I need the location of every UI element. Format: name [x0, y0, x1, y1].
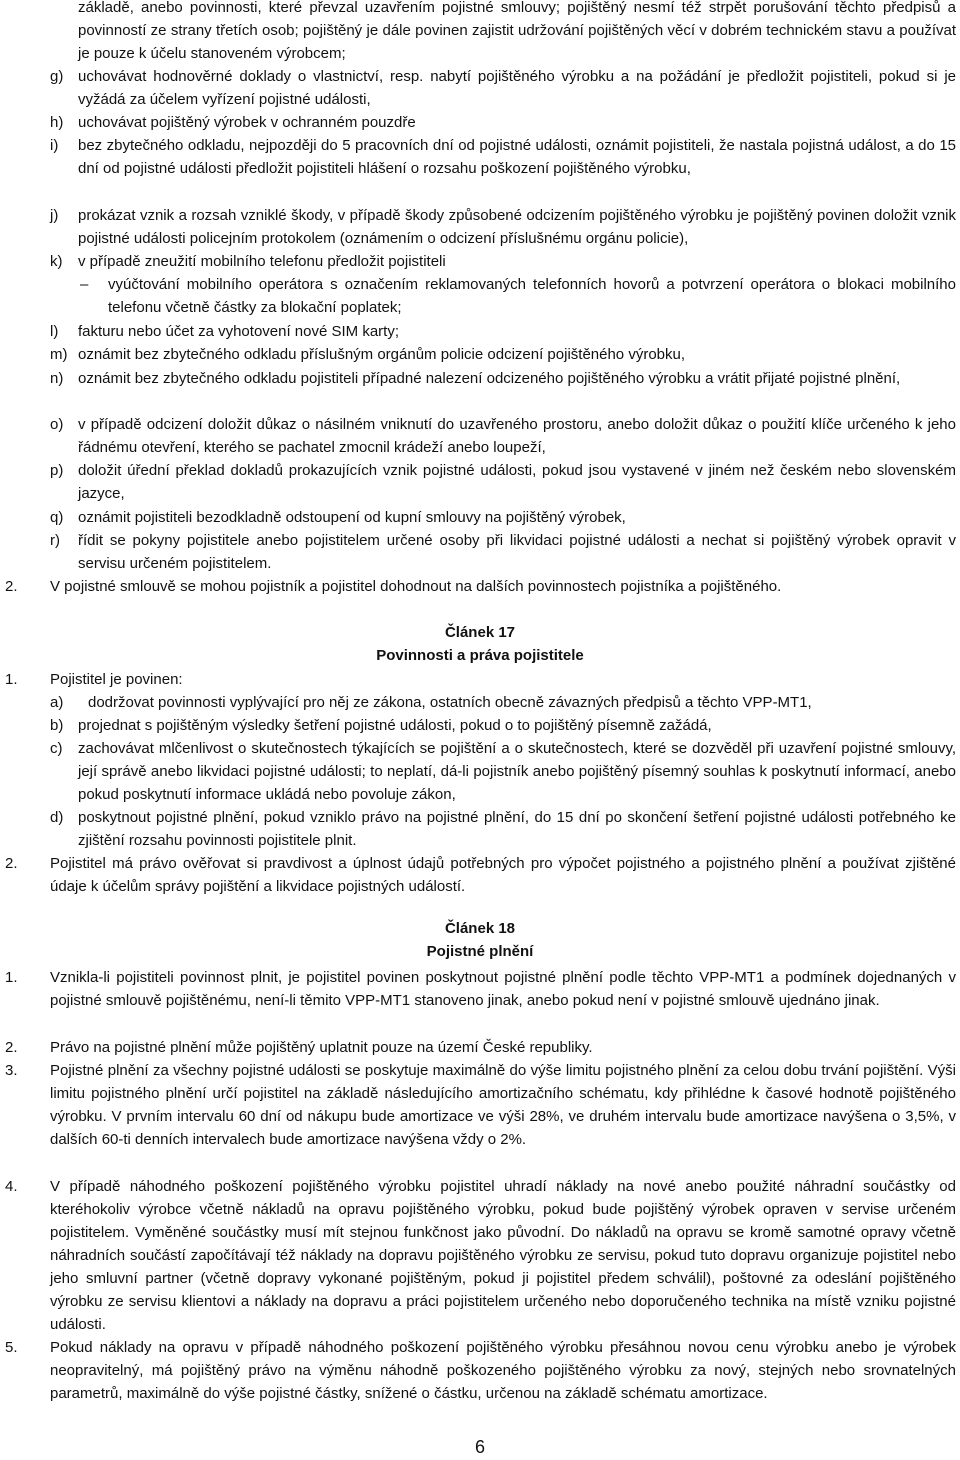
item-text-r: řídit se pokyny pojistitele anebo pojistitelem určené osoby při likvidaci pojistné události a nechat si pojištěný výrobek opravit v servisu určeném pojistitelem. — [78, 532, 956, 572]
article-18-title: Pojistné plnění — [426, 943, 534, 960]
continuation-paragraph: základě, anebo povinnosti, které převzal uzavřením pojistné smlouvy; pojištěný nesmí též strpět porušování těchto předpisů a povinností ze strany třetích osob; pojištěný je dále povinen zajistit udržování pojištěných věcí v dobrém technickém stavu a používat je pouze k účelu stanoveném výrobcem; — [78, 0, 956, 62]
item-label-l: l) — [50, 323, 59, 340]
item-text-l: fakturu nebo účet za vyhotovení nové SIM karty; — [78, 323, 400, 340]
article-17-heading: Článek 17 — [444, 624, 516, 641]
item-text-h: uchovávat pojištěný výrobek v ochranném pouzdře — [78, 114, 416, 131]
item-label-r: r) — [50, 532, 60, 549]
art18-para-label-5: 5. — [5, 1339, 18, 1356]
item-text-k: v případě zneužití mobilního telefonu předložit pojistiteli — [78, 253, 446, 270]
item-text-m: oznámit bez zbytečného odkladu příslušným orgánům policie odcizení pojištěného výrobku, — [78, 346, 686, 363]
art18-para-label-2: 2. — [5, 1039, 18, 1056]
item-text-j: prokázat vznik a rozsah vzniklé škody, v případě škody způsobené odcizením pojištěného výrobku je pojištěný povinen doložit vznik pojistné události policejním protokolem (oznámením o odcizení příslušnému orgánu policie), — [78, 207, 956, 247]
item-text-p: doložit úřední překlad dokladů prokazujících vznik pojistné události, pokud jsou vystavené v jiném než českém nebo slovenském jazyce, — [78, 462, 956, 502]
art17-para-text-2: Pojistitel má právo ověřovat si pravdivost a úplnost údajů potřebných pro výpočet pojistného a pojistného plnění a používat zjištěné údaje k účelům správy pojištění a likvidace pojistných událostí. — [50, 855, 956, 895]
art17-item-label-a: a) — [50, 694, 64, 711]
item-label-g: g) — [50, 68, 64, 85]
item-label-i: i) — [50, 137, 59, 154]
art17-item-label-c: c) — [50, 740, 63, 757]
art18-para-label-3: 3. — [5, 1062, 18, 1079]
page-number: 6 — [474, 1437, 485, 1457]
item-text-q: oznámit pojistiteli bezodkladně odstoupení od kupní smlouvy na pojištěný výrobek, — [78, 509, 626, 526]
item-text-k-sub: vyúčtování mobilního operátora s označením reklamovaných telefonních hovorů a potvrzení operátora o blokaci mobilního telefonu včetně částky za blokační poplatek; — [108, 276, 956, 316]
art18-para-label-4: 4. — [5, 1178, 18, 1195]
item-text-n: oznámit bez zbytečného odkladu pojistiteli případné nalezení odcizeného pojištěného výrobku a vrátit přijaté pojistné plnění, — [78, 370, 901, 387]
item-label-n: n) — [50, 370, 64, 387]
item-label-h: h) — [50, 114, 64, 131]
art18-para-label-1: 1. — [5, 969, 18, 986]
item-label-o: o) — [50, 416, 64, 433]
item-label-j: j) — [50, 207, 59, 224]
item-label-q: q) — [50, 509, 64, 526]
art17-item-text-a: dodržovat povinnosti vyplývající pro něj ze zákona, ostatních obecně závazných předpisů a těchto VPP-MT1, — [88, 694, 812, 711]
item-label-m: m) — [50, 346, 68, 363]
art17-item-text-b: projednat s pojištěným výsledky šetření pojistné události, pokud o to pojištěný písemně zažádá, — [78, 717, 712, 734]
art17-item-label-b: b) — [50, 717, 64, 734]
art17-para-label-2: 2. — [5, 855, 18, 872]
art17-para-label-1: 1. — [5, 671, 18, 688]
para-label-2: 2. — [5, 578, 18, 595]
dash-bullet: – — [80, 276, 89, 293]
art17-item-text-c: zachovávat mlčenlivost o skutečnostech týkajících se pojištění a o skutečnostech, které se dozvěděl při uzavření pojistné smlouvy, její správě anebo likvidaci pojistné události; to neplatí, dá-li pojistník anebo pojištěný písemný souhlas k poskytnutí informací, anebo pokud poskytnutí informace ukládá nebo povoluje zákon, — [78, 740, 956, 803]
item-label-p: p) — [50, 462, 64, 479]
article-17-title: Povinnosti a práva pojistitele — [376, 647, 584, 664]
item-text-g: uchovávat hodnověrné doklady o vlastnictví, resp. nabytí pojištěného výrobku a na požádání je předložit pojistiteli, pokud si je vyžádá za účelem vyřízení pojistné události, — [78, 68, 956, 108]
art18-para-text-5: Pokud náklady na opravu v případě náhodného poškození pojištěného výrobku přesáhnou novou cenu výrobku anebo je výrobek neopravitelný, má pojištěný právo na výměnu náhodně poškozeného pojištěného výrobku za nový, stejných nebo srovnatelných parametrů, maximálně do výše pojistné částky, snížené o částku, určenou na základě schématu amortizace. — [50, 1339, 956, 1402]
art17-item-label-d: d) — [50, 809, 64, 826]
item-text-o: v případě odcizení doložit důkaz o násilném vniknutí do uzavřeného prostoru, anebo doložit důkaz o použití klíče určeného k jeho řádnému otevření, kterého se pachatel zmocnil krádeží anebo loupeží, — [78, 416, 956, 456]
art18-para-text-1: Vznikla-li pojistiteli povinnost plnit, je pojistitel povinen poskytnout pojistné plnění podle těchto VPP-MT1 a podmínek dojednaných v pojistné smlouvě pojištěnému, není-li těmito VPP-MT1 stanoveno jinak, anebo pokud není v pojistné smlouvě ujednáno jinak. — [50, 969, 956, 1009]
item-text-i: bez zbytečného odkladu, nejpozději do 5 pracovních dní od pojistné události, oznámit pojistiteli, že nastala pojistná událost, a do 15 dní od pojistné události předložit pojistiteli hlášení o rozsahu poškození pojištěného výrobku, — [78, 137, 956, 177]
para-text-2: V pojistné smlouvě se mohou pojistník a pojistitel dohodnout na dalších povinnostech pojistníka a pojištěného. — [50, 578, 782, 595]
art17-item-text-d: poskytnout pojistné plnění, pokud vzniklo právo na pojistné plnění, do 15 dní po skončení šetření pojistné události potřebného ke zjištění rozsahu povinnosti pojistitele plnit. — [78, 809, 956, 849]
art18-para-text-4: V případě náhodného poškození pojištěného výrobku pojistitel uhradí náklady na nové anebo použité náhradní součástky od kteréhokoliv výrobce včetně nákladů na opravu pojištěného výrobku, pokud bude pojištěný výrobek opraven v servise určeném pojistitelem. Vyměněné součástky musí mít stejnou funkčnost jako původní. Do nákladů na opravu se kromě samotné opravy včetně náhradních součástí započítávají též náklady na dopravu pojištěného výrobku ze servisu, pokud tuto dopravu organizuje pojistitel nebo jeho smluvní partner (včetně dopravy vykonané pojištěným, pokud ji pojistitel předem schválil), poštovné za odeslání pojištěného výrobku ze servisu klientovi a náklady na dopravu a práci pojistitelem určeného nebo doporučeného technika na místě vzniku pojistné události. — [50, 1178, 956, 1333]
art18-para-text-2: Právo na pojistné plnění může pojištěný uplatnit pouze na území České republiky. — [50, 1039, 593, 1056]
article-18-heading: Článek 18 — [444, 920, 516, 937]
art17-para-text-1: Pojistitel je povinen: — [50, 671, 183, 688]
art18-para-text-3: Pojistné plnění za všechny pojistné události se poskytuje maximálně do výše limitu pojistného plnění za celou dobu trvání pojištění. Výši limitu pojistného plnění určí pojistitel na základě následujícího amortizačního schématu, kdy přihlédne k časové hodnotě pojištěného výrobku. V prvním intervalu 60 dní od nákupu bude amortizace ve výši 28%, ve druhém intervalu bude amortizace navýšena o 3,5%, v dalších 60-ti denních intervalech bude amortizace navýšena vždy o 2%. — [50, 1062, 956, 1148]
item-label-k: k) — [50, 253, 63, 270]
